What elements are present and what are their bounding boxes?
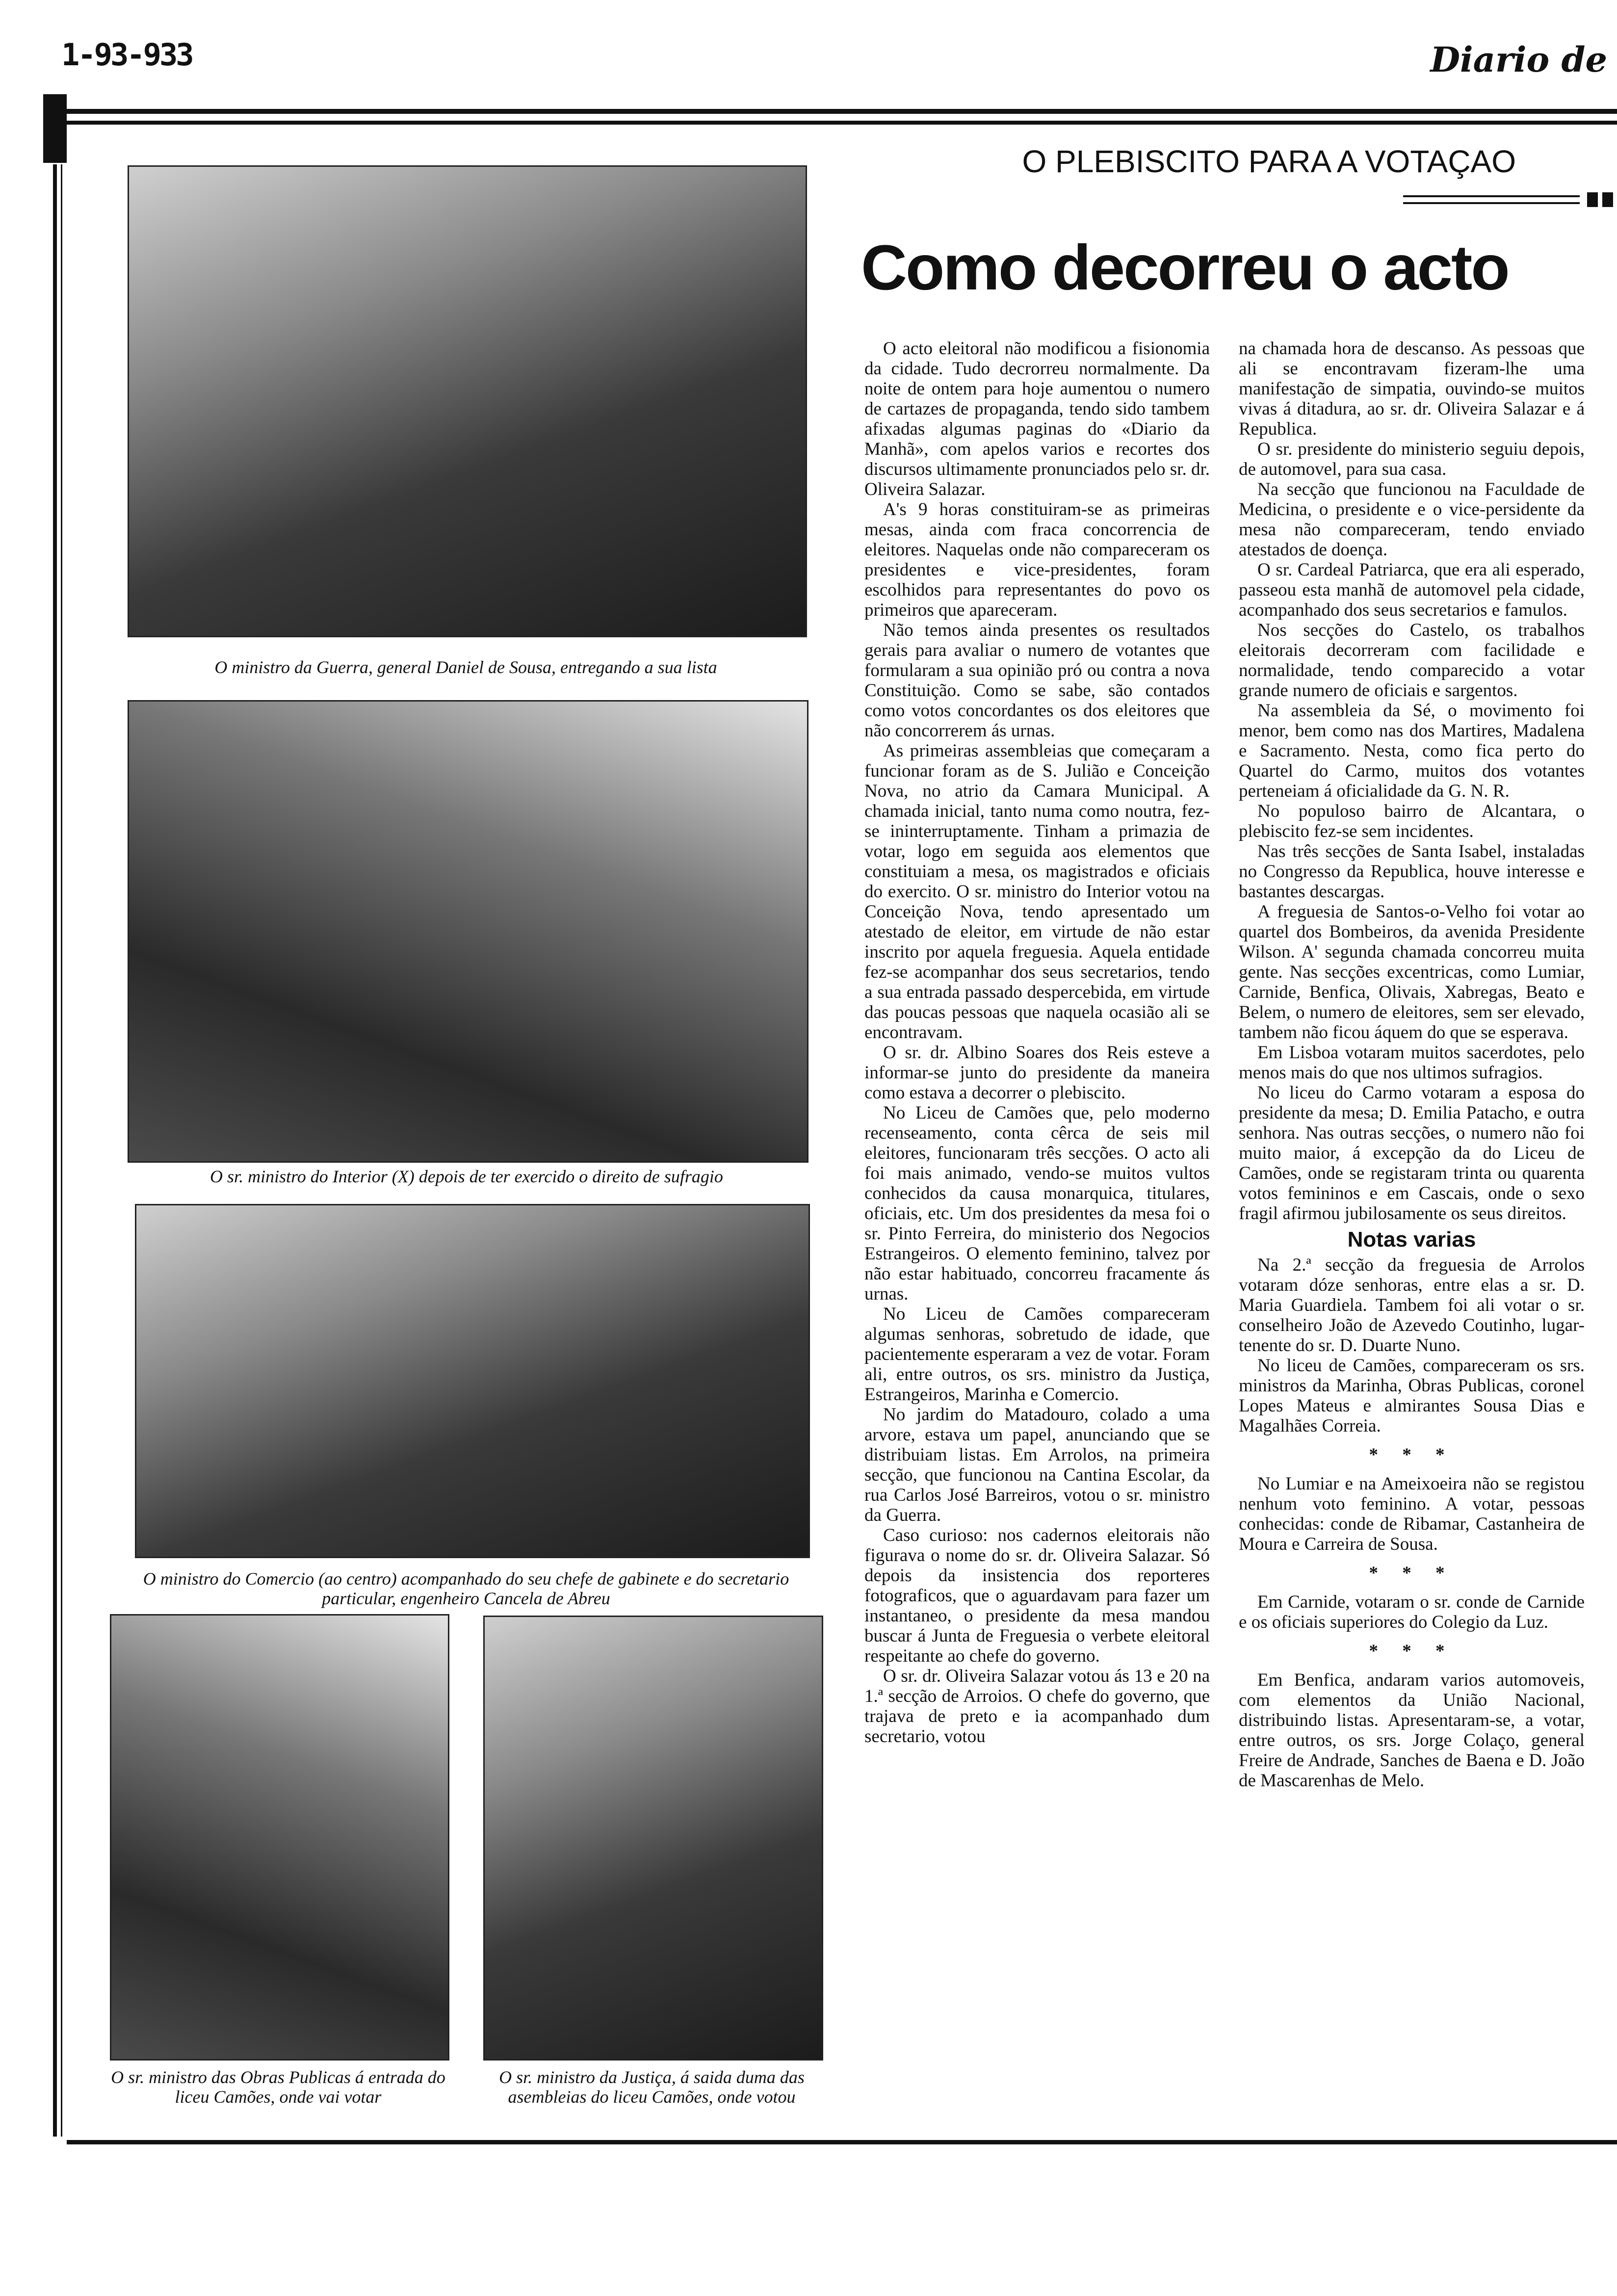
kicker-ornament-block — [1602, 192, 1613, 207]
article-paragraph: O sr. dr. Albino Soares dos Reis esteve a informar-se junto do presidente da maneira como estava a decorrer o plebiscito. — [864, 1043, 1210, 1103]
article-paragraph: A freguesia de Santos-o-Velho foi votar ao quartel dos Bombeiros, da avenida Presidente Wilson. A' segunda chamada concorreu muita gente. Nas secções excentricas, como Lumiar, Carnide, Benfica, Olivais, Xabregas, Beato e Belem, o numero de eleitores, sem ser elevado, tambem não ficou áquem do que se esperava. — [1239, 902, 1585, 1043]
photo-caption: O sr. ministro do Interior (X) depois de ter exercido o direito de sufragio — [210, 1167, 723, 1186]
article-paragraph: O sr. dr. Oliveira Salazar votou ás 13 e 20 na 1.ª secção de Arroios. O chefe do governo, que trajava de preto e ia acompanhado dum secretario, votou — [864, 1666, 1210, 1747]
top-rule-lower — [67, 121, 1617, 125]
photo-caption: O sr. ministro das Obras Publicas á entrada do liceu Camões, onde vai votar — [111, 2067, 445, 2107]
photo-minister-public-works — [110, 1614, 449, 2061]
article-paragraph: O sr. presidente do ministerio seguiu depois, de automovel, para sua casa. — [1239, 439, 1585, 479]
article-paragraph: No Liceu de Camões compareceram algumas senhoras, sobretudo de idade, que pacientemente esperaram a vez de votar. Foram ali, entre outros, os srs. ministro da Justiça, Estrangeiros, Marinha e Comercio. — [864, 1304, 1210, 1405]
article-paragraph: Não temos ainda presentes os resultados gerais para avaliar o numero de votantes que formularam a sua opinião pró ou contra a nova Constituição. Como se sabe, são contados como votos concordantes os dos eleitores que não concorrerem ás urnas. — [864, 620, 1210, 741]
photo-minister-interior — [128, 700, 808, 1163]
article-column-1 — [864, 339, 1210, 1747]
masthead: Diario de — [1430, 39, 1607, 80]
page-date: 1-93-933 — [61, 37, 192, 73]
notas-varias-heading: Notas varias — [1347, 1227, 1476, 1252]
photo-caption: O ministro do Comercio (ao centro) acompanhado do seu chefe de gabinete e do secretario particular, engenheiro Cancela de Abreu — [143, 1569, 789, 1608]
article-column-2 — [1239, 339, 1585, 1791]
headline: Como decorreu o acto — [861, 232, 1509, 303]
bottom-rule — [67, 2140, 1617, 2144]
left-vertical-rule — [53, 164, 57, 2137]
nota-paragraph: Em Carnide, votaram o sr. conde de Carnide e os oficiais superiores do Colegio da Luz. — [1239, 1592, 1585, 1632]
photo-minister-justice — [483, 1616, 823, 2061]
photo-minister-war — [128, 165, 807, 637]
article-paragraph: No liceu do Carmo votaram a esposa do presidente da mesa; D. Emilia Patacho, e outra senhora. Nas outras secções, o numero não foi muito maior, á excepção da do Liceu de Camões, onde se registaram trinta ou quarenta votos femininos e em Cascais, onde o sexo fragil afirmou jubilosamente os seus direitos. — [1239, 1083, 1585, 1224]
article-paragraph: na chamada hora de descanso. As pessoas que ali se encontravam fizeram-lhe uma manifestação de simpatia, ouvindo-se muitos vivas á ditadura, ao sr. dr. Oliveira Salazar e á Republica. — [1239, 339, 1585, 439]
photo-caption: O sr. ministro da Justiça, á saida duma das asembleias do liceu Camões, onde votou — [499, 2067, 805, 2107]
article-paragraph: Nos secções do Castelo, os trabalhos eleitorais decorreram com facilidade e normalidade, tendo comparecido a votar grande numero de oficiais e sargentos. — [1239, 620, 1585, 701]
article-paragraph: A's 9 horas constituiram-se as primeiras mesas, ainda com fraca concorrencia de eleitores. Naquelas onde não compareceram os presidentes e vice-presidentes, foram escolhidos para representantes do povo os primeiros que apareceram. — [864, 499, 1210, 620]
article-paragraph: No jardim do Matadouro, colado a uma arvore, estava um papel, anunciando que se distribuiam listas. Em Arrolos, na primeira secção, que funcionou na Cantina Escolar, da rua Carlos José Barreiros, votou o sr. ministro da Guerra. — [864, 1405, 1210, 1525]
separator-stars: * * * — [1369, 1641, 1455, 1661]
photo-caption: O ministro da Guerra, general Daniel de Sousa, entregando a sua lista — [214, 657, 717, 677]
separator-stars: * * * — [1369, 1445, 1455, 1465]
article-paragraph: No Liceu de Camões que, pelo moderno recenseamento, conta cêrca de seis mil eleitores, funcionaram três secções. O acto ali foi mais animado, vendo-se muitos vultos conhecidos da causa monarquica, titulares, oficiais, etc. Um dos presidentes da mesa foi o sr. Pinto Ferreira, do ministerio dos Negocios Estrangeiros. O elemento feminino, talvez por não estar habituado, concorreu fracamente ás urnas. — [864, 1103, 1210, 1304]
article-paragraph: As primeiras assembleias que começaram a funcionar foram as de S. Julião e Conceição Nova, no atrio da Camara Municipal. A chamada inicial, tanto numa como noutra, fez-se ininterruptamente. Tinham a primazia de votar, logo em seguida aos elementos que constituiam a mesa, os magistrados e oficiais do exercito. O sr. ministro do Interior votou na Conceição Nova, tendo apresentado um atestado de eleitor, em virtude de não estar inscrito por aquela freguesia. Aquela entidade fez-se acompanhar dos seus secretarios, tendo a sua entrada passado despercebida, em virtude das poucas pessoas que naquela ocasião ali se encontravam. — [864, 741, 1210, 1043]
kicker: O PLEBISCITO PARA A VOTAÇAO — [1022, 144, 1516, 179]
top-rule — [67, 109, 1617, 114]
article-paragraph: Na secção que funcionou na Faculdade de Medicina, o presidente e o vice-persidente da mesa não compareceram, tendo enviado atestados de doença. — [1239, 479, 1585, 560]
left-block-ornament — [43, 94, 67, 163]
separator-stars: * * * — [1369, 1563, 1455, 1583]
nota-paragraph: Em Benfica, andaram varios automoveis, com elementos da União Nacional, distribuindo listas. Apresentaram-se, a votar, entre outros, os srs. Jorge Colaço, general Freire de Andrade, Sanches de Baena e D. João de Mascarenhas de Melo. — [1239, 1670, 1585, 1791]
article-paragraph: O sr. Cardeal Patriarca, que era ali esperado, passeou esta manhã de automovel pela cidade, acompanhado dos seus secretarios e famulos. — [1239, 560, 1585, 620]
nota-paragraph: No liceu de Camões, compareceram os srs. ministros da Marinha, Obras Publicas, coronel Lopes Mateus e almirantes Sousa Dias e Magalhães Correia. — [1239, 1356, 1585, 1436]
left-vertical-rule-thin — [61, 164, 62, 2137]
kicker-ornament-rule — [1403, 202, 1580, 204]
article-paragraph: Caso curioso: nos cadernos eleitorais não figurava o nome do sr. dr. Oliveira Salazar. Só depois da insistencia dos reporteres fotograficos, que o aguardavam para fazer um instantaneo, o presidente da mesa mandou buscar á Junta de Freguesia o verbete eleitoral respeitante ao chefe do governo. — [864, 1525, 1210, 1666]
article-paragraph: Nas três secções de Santa Isabel, instaladas no Congresso da Republica, houve interesse e bastantes descargas. — [1239, 841, 1585, 902]
nota-paragraph: No Lumiar e na Ameixoeira não se registou nenhum voto feminino. A votar, pessoas conhecidas: conde de Ribamar, Castanheira de Moura e Carreira de Sousa. — [1239, 1474, 1585, 1554]
nota-paragraph: Na 2.ª secção da freguesia de Arrolos votaram dóze senhoras, entre elas a sr. D. Maria Guardiela. Tambem foi ali votar o sr. conselheiro João de Azevedo Coutinho, lugar-tenente do sr. D. Duarte Nuno. — [1239, 1255, 1585, 1356]
article-paragraph: O acto eleitoral não modificou a fisionomia da cidade. Tudo decrorreu normalmente. Da noite de ontem para hoje aumentou o numero de cartazes de propaganda, tendo sido tambem afixadas algumas paginas do «Diario da Manhã», com apelos varios e recortes dos discursos ultimamente pronunciados pelo sr. dr. Oliveira Salazar. — [864, 339, 1210, 499]
article-paragraph: Na assembleia da Sé, o movimento foi menor, bem como nas dos Martires, Madalena e Sacramento. Nesta, como fica perto do Quartel do Carmo, muitos dos votantes perteneiam á oficialidade da G. N. R. — [1239, 701, 1585, 801]
article-paragraph: No populoso bairro de Alcantara, o plebiscito fez-se sem incidentes. — [1239, 801, 1585, 841]
kicker-ornament-block — [1587, 192, 1598, 207]
article-paragraph: Em Lisboa votaram muitos sacerdotes, pelo menos mais do que nos ultimos sufragios. — [1239, 1043, 1585, 1083]
photo-minister-commerce — [135, 1204, 810, 1558]
kicker-ornament-rule — [1403, 195, 1580, 197]
